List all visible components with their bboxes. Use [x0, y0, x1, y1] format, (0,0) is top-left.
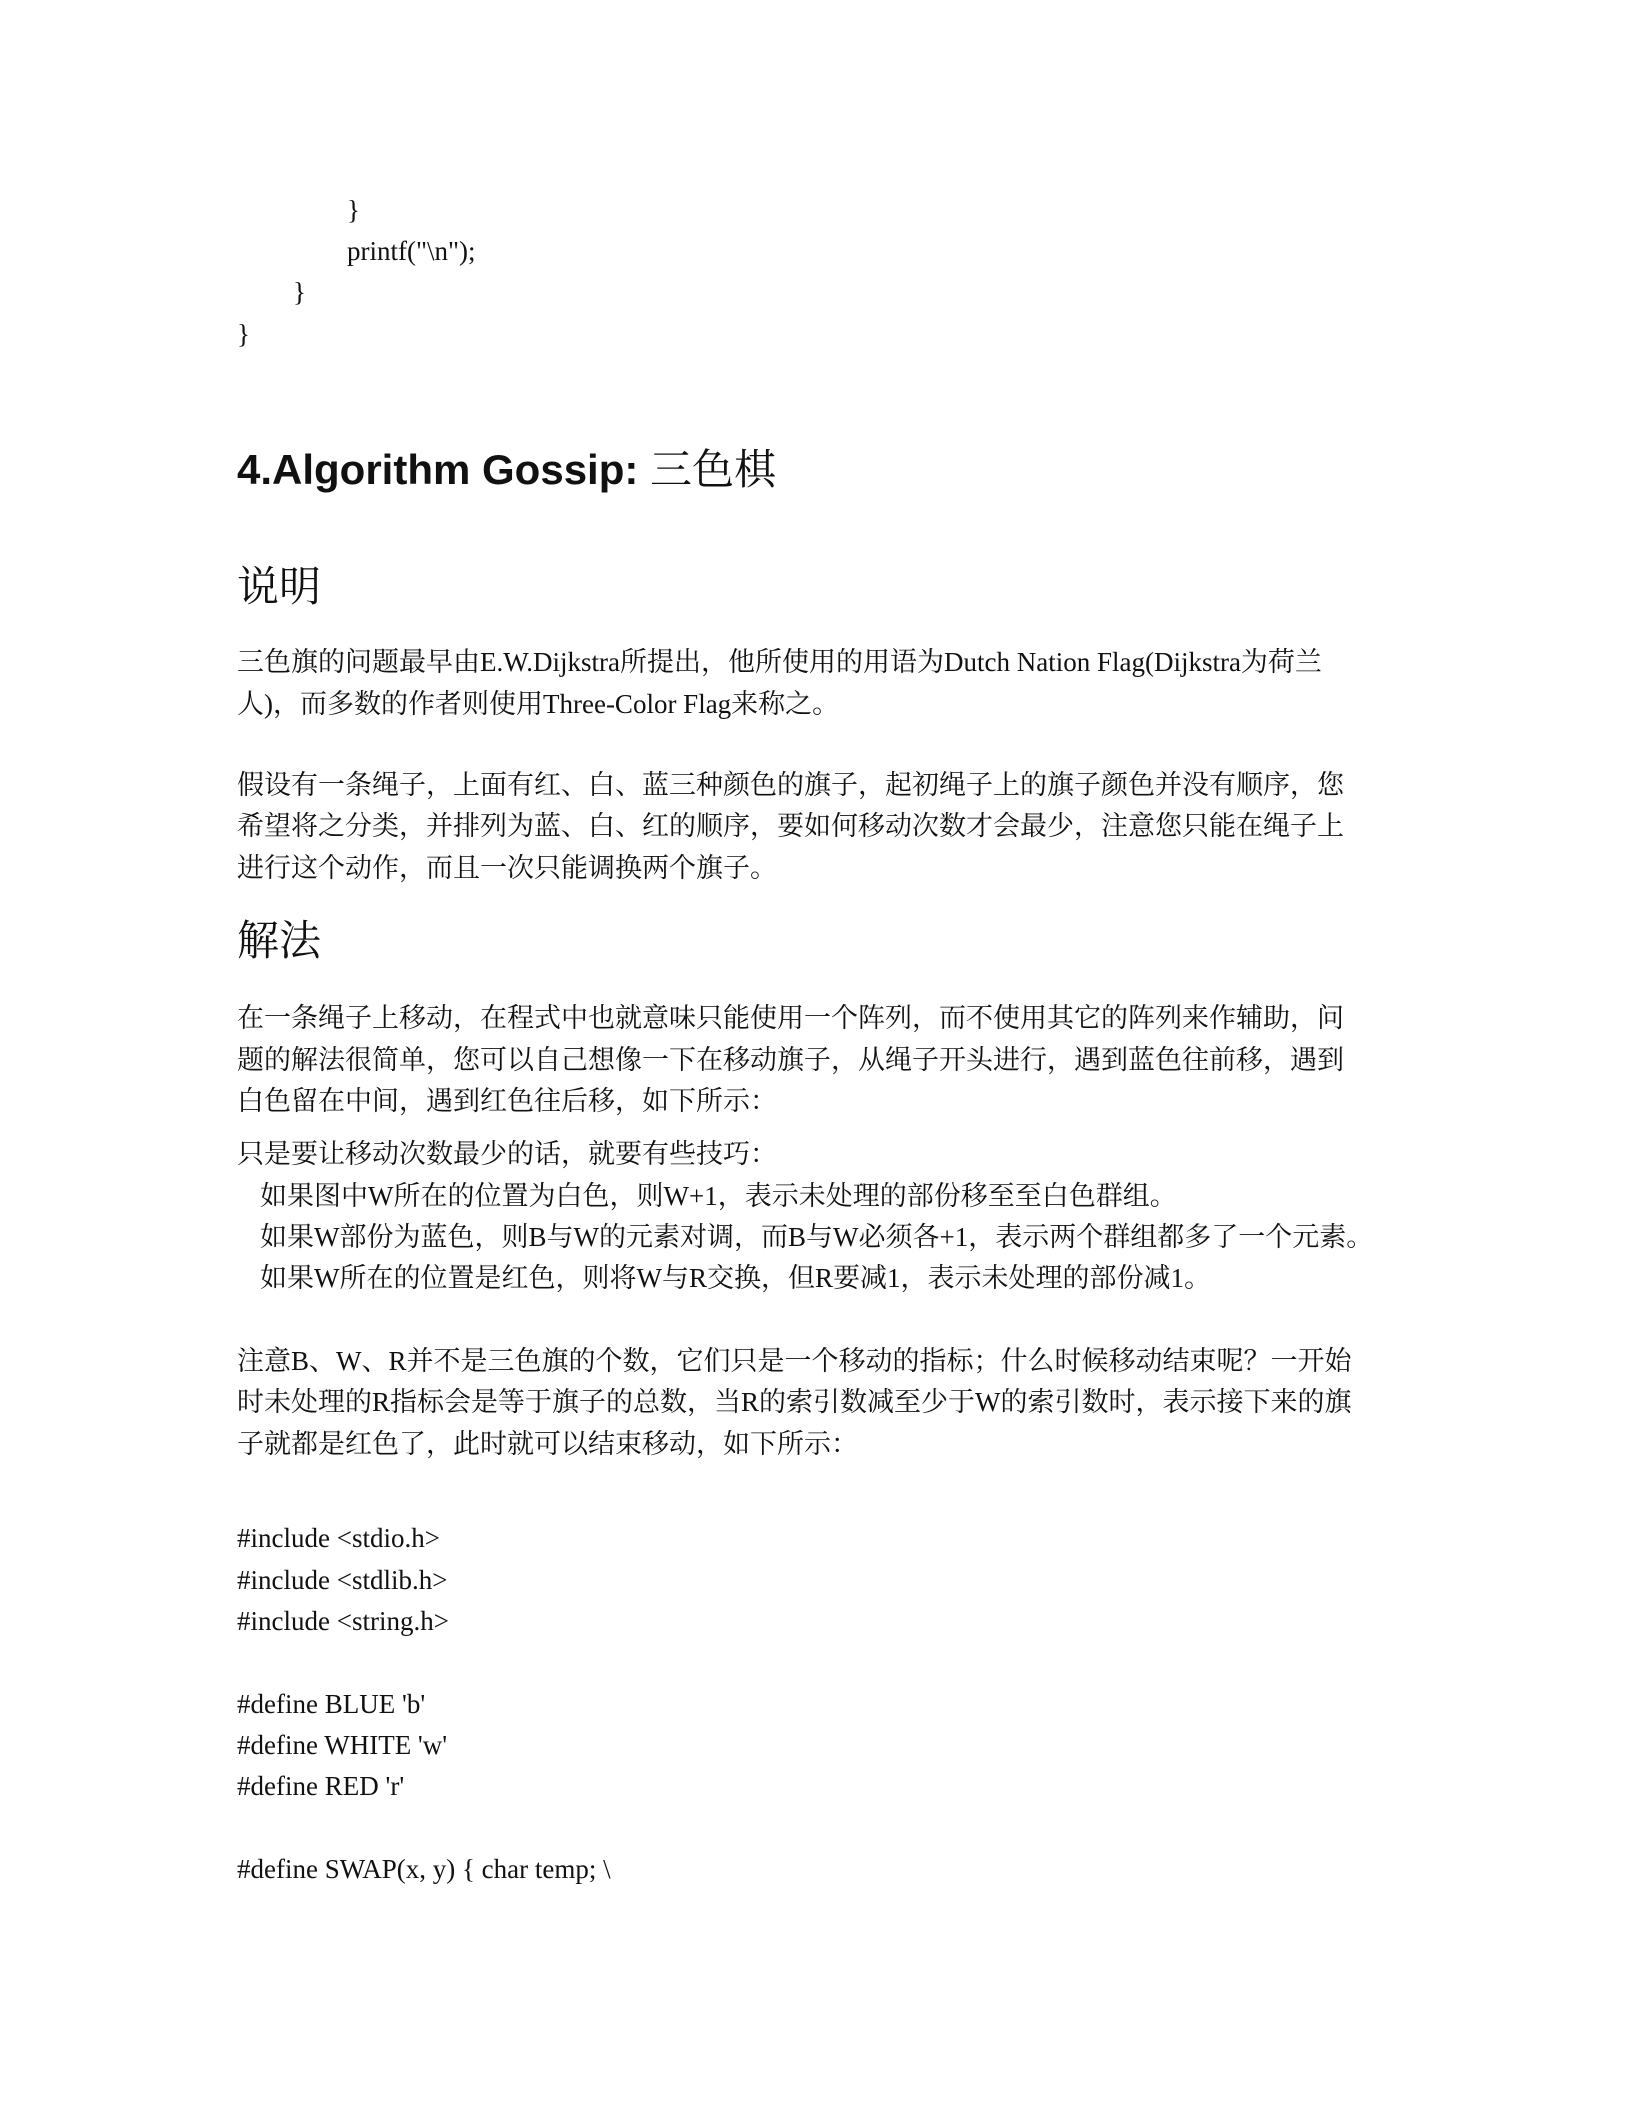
paragraph-line: 题的解法很简单，您可以自己想像一下在移动旗子，从绳子开头进行，遇到蓝色往前移，遇到 [237, 1045, 1344, 1075]
paragraph-line: 白色留在中间，遇到红色往后移，如下所示： [237, 1086, 777, 1116]
paragraph-line: 时未处理的R指标会是等于旗子的总数，当R的索引数减至少于W的索引数时，表示接下来的旗 [237, 1387, 1352, 1417]
tip-item: 如果图中W所在的位置为白色，则W+1，表示未处理的部份移至至白色群组。 [260, 1181, 1177, 1211]
code-line: #define SWAP(x, y) { char temp; \ [237, 1854, 611, 1884]
heading-prefix: 4.Algorithm Gossip: [237, 446, 639, 493]
paragraph-line: 希望将之分类，并排列为蓝、白、红的顺序，要如何移动次数才会最少，注意您只能在绳子上 [237, 811, 1344, 841]
code-line: } [237, 319, 250, 349]
code-line: printf("\n"); [347, 236, 476, 266]
tip-item: 如果W所在的位置是红色，则将W与R交换，但R要减1，表示未处理的部份减1。 [260, 1263, 1211, 1293]
code-line: #define BLUE 'b' [237, 1689, 426, 1719]
tip-item: 如果W部份为蓝色，则B与W的元素对调，而B与W必须各+1，表示两个群组都多了一个元素。 [260, 1222, 1374, 1252]
section-title-solution: 解法 [237, 919, 322, 965]
chapter-heading [237, 445, 776, 495]
section-title-description: 说明 [237, 565, 322, 611]
code-line: #include <stdio.h> [237, 1523, 440, 1553]
paragraph-line: 在一条绳子上移动，在程式中也就意味只能使用一个阵列，而不使用其它的阵列来作辅助，问 [237, 1003, 1344, 1033]
code-line: #include <string.h> [237, 1606, 449, 1636]
paragraph-line: 人)，而多数的作者则使用Three-Color Flag来称之。 [237, 689, 840, 719]
paragraph-line: 注意B、W、R并不是三色旗的个数，它们只是一个移动的指标；什么时候移动结束呢？一开始 [237, 1346, 1352, 1376]
code-line: } [347, 195, 360, 225]
code-line: #include <stdlib.h> [237, 1565, 448, 1595]
code-line: #define RED 'r' [237, 1771, 405, 1801]
heading-title: 三色棋 [650, 445, 777, 494]
paragraph-line: 三色旗的问题最早由E.W.Dijkstra所提出，他所使用的用语为Dutch Nation Flag(Dijkstra为荷兰 [237, 647, 1322, 677]
code-line: } [293, 277, 306, 307]
paragraph-line: 假设有一条绳子，上面有红、白、蓝三种颜色的旗子，起初绳子上的旗子颜色并没有顺序，您 [237, 770, 1344, 800]
code-line: #define WHITE 'w' [237, 1730, 448, 1760]
paragraph-line: 子就都是红色了，此时就可以结束移动，如下所示： [237, 1429, 858, 1459]
tips-intro: 只是要让移动次数最少的话，就要有些技巧： [237, 1139, 777, 1169]
paragraph-line: 进行这个动作，而且一次只能调换两个旗子。 [237, 853, 777, 883]
